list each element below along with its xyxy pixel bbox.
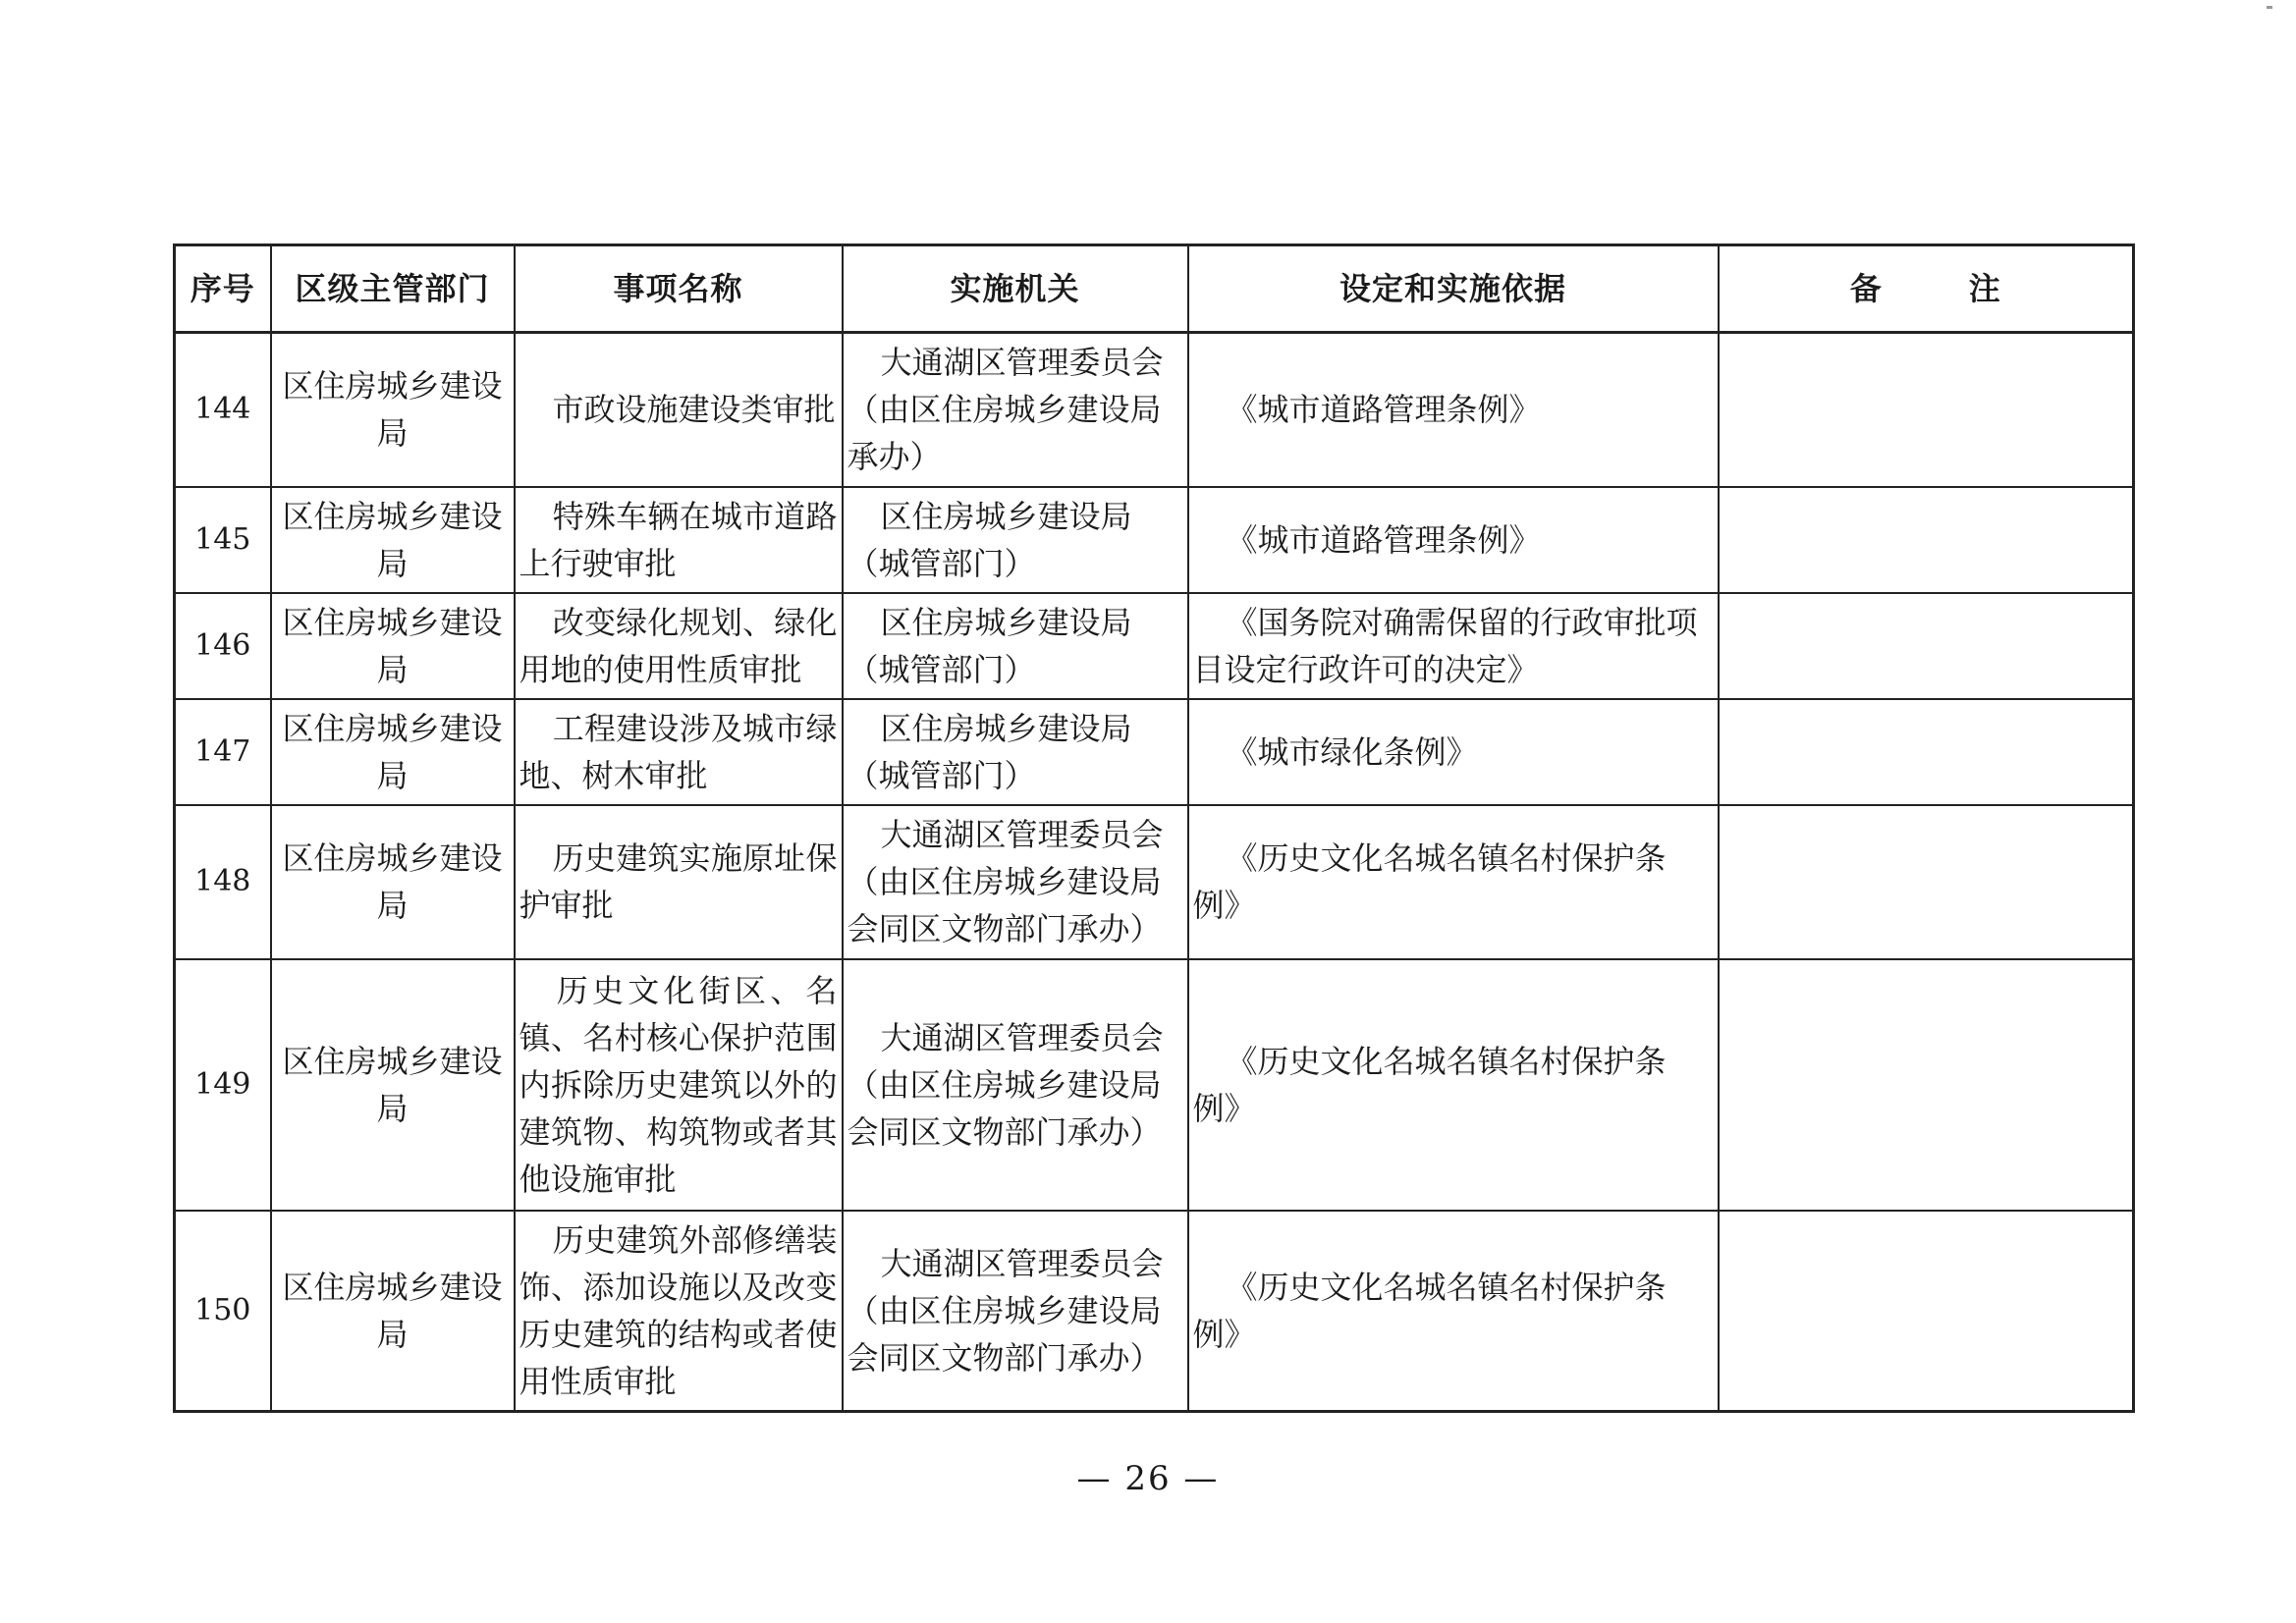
row-item — [515, 805, 843, 959]
row-org-text: 大通湖区管理委员会（由区住房城乡建设局承办） — [847, 344, 1164, 476]
page-number: — 26 — — [1076, 1459, 1220, 1498]
row-basis-text: 《历史文化名城名镇名村保护条例》 — [1192, 1042, 1667, 1127]
row-basis — [1188, 1211, 1719, 1412]
row-item — [515, 333, 843, 487]
row-item — [515, 959, 843, 1211]
row-item-text: 历史文化街区、名镇、名村核心保护范围内拆除历史建筑以外的建筑物、构筑物或者其他设施审批 — [519, 971, 838, 1198]
row-note — [1719, 1211, 2134, 1412]
row-basis-text: 《城市道路管理条例》 — [1226, 391, 1541, 429]
row-no: 148 — [175, 805, 271, 959]
row-basis — [1188, 593, 1719, 699]
row-basis — [1188, 333, 1719, 487]
row-dept: 区住房城乡建设局 — [271, 487, 515, 593]
row-item — [515, 487, 843, 593]
row-basis — [1188, 699, 1719, 805]
row-item-text: 改变绿化规划、绿化用地的使用性质审批 — [519, 603, 838, 688]
row-item-text: 工程建设涉及城市绿地、树木审批 — [519, 709, 838, 794]
row-dept: 区住房城乡建设局 — [271, 593, 515, 699]
row-basis-text: 《国务院对确需保留的行政审批项目设定行政许可的决定》 — [1192, 603, 1698, 688]
row-no: 149 — [175, 959, 271, 1211]
row-item-text: 历史建筑外部修缮装饰、添加设施以及改变历史建筑的结构或者使用性质审批 — [519, 1220, 838, 1400]
row-no: 147 — [175, 699, 271, 805]
row-org-text: 大通湖区管理委员会（由区住房城乡建设局会同区文物部门承办） — [847, 1244, 1164, 1377]
row-note — [1719, 593, 2134, 699]
header-item: 事项名称 — [515, 245, 843, 333]
row-basis-text: 《历史文化名城名镇名村保护条例》 — [1192, 839, 1667, 924]
row-org — [843, 805, 1188, 959]
row-no: 146 — [175, 593, 271, 699]
row-note — [1719, 333, 2134, 487]
row-basis — [1188, 487, 1719, 593]
row-note — [1719, 699, 2134, 805]
table-row — [175, 959, 2134, 1211]
row-note — [1719, 959, 2134, 1211]
header-note-left: 备 — [1849, 270, 1883, 307]
table-row — [175, 699, 2134, 805]
row-item-text: 特殊车辆在城市道路上行驶审批 — [519, 497, 838, 582]
header-basis: 设定和实施依据 — [1188, 245, 1719, 333]
header-org: 实施机关 — [843, 245, 1188, 333]
row-org-text: 区住房城乡建设局（城管部门） — [847, 497, 1132, 582]
row-dept: 区住房城乡建设局 — [271, 699, 515, 805]
row-note — [1719, 805, 2134, 959]
row-basis-text: 《城市道路管理条例》 — [1226, 520, 1541, 559]
row-org-text: 区住房城乡建设局（城管部门） — [847, 709, 1132, 794]
row-org-text: 区住房城乡建设局（城管部门） — [847, 603, 1132, 688]
row-item — [515, 699, 843, 805]
table-header-row — [175, 245, 2134, 333]
table-row — [175, 487, 2134, 593]
row-org-text: 大通湖区管理委员会（由区住房城乡建设局会同区文物部门承办） — [847, 1018, 1164, 1151]
row-no: 144 — [175, 333, 271, 487]
row-dept: 区住房城乡建设局 — [271, 1211, 515, 1412]
header-no: 序号 — [175, 245, 271, 333]
row-item-text: 历史建筑实施原址保护审批 — [519, 839, 838, 924]
table-row — [175, 593, 2134, 699]
row-org — [843, 593, 1188, 699]
row-org — [843, 1211, 1188, 1412]
row-basis — [1188, 805, 1719, 959]
header-note — [1719, 245, 2134, 333]
row-item — [515, 593, 843, 699]
row-note — [1719, 487, 2134, 593]
table-row — [175, 805, 2134, 959]
table-row — [175, 333, 2134, 487]
row-org-text: 大通湖区管理委员会（由区住房城乡建设局会同区文物部门承办） — [847, 816, 1164, 947]
row-dept: 区住房城乡建设局 — [271, 805, 515, 959]
row-item — [515, 1211, 843, 1412]
row-org — [843, 959, 1188, 1211]
scan-corner-mark — [2267, 6, 2272, 9]
table-row — [175, 1211, 2134, 1412]
row-no: 150 — [175, 1211, 271, 1412]
approval-items-table — [173, 243, 2135, 1413]
row-no: 145 — [175, 487, 271, 593]
row-org — [843, 487, 1188, 593]
header-note-right: 注 — [1968, 270, 2001, 307]
row-basis-text: 《历史文化名城名镇名村保护条例》 — [1192, 1268, 1667, 1353]
row-org — [843, 699, 1188, 805]
row-item-text: 市政设施建设类审批 — [552, 391, 836, 429]
row-basis-text: 《城市绿化条例》 — [1226, 732, 1478, 771]
row-org — [843, 333, 1188, 487]
row-dept: 区住房城乡建设局 — [271, 959, 515, 1211]
header-dept: 区级主管部门 — [271, 245, 515, 333]
row-basis — [1188, 959, 1719, 1211]
row-dept: 区住房城乡建设局 — [271, 333, 515, 487]
